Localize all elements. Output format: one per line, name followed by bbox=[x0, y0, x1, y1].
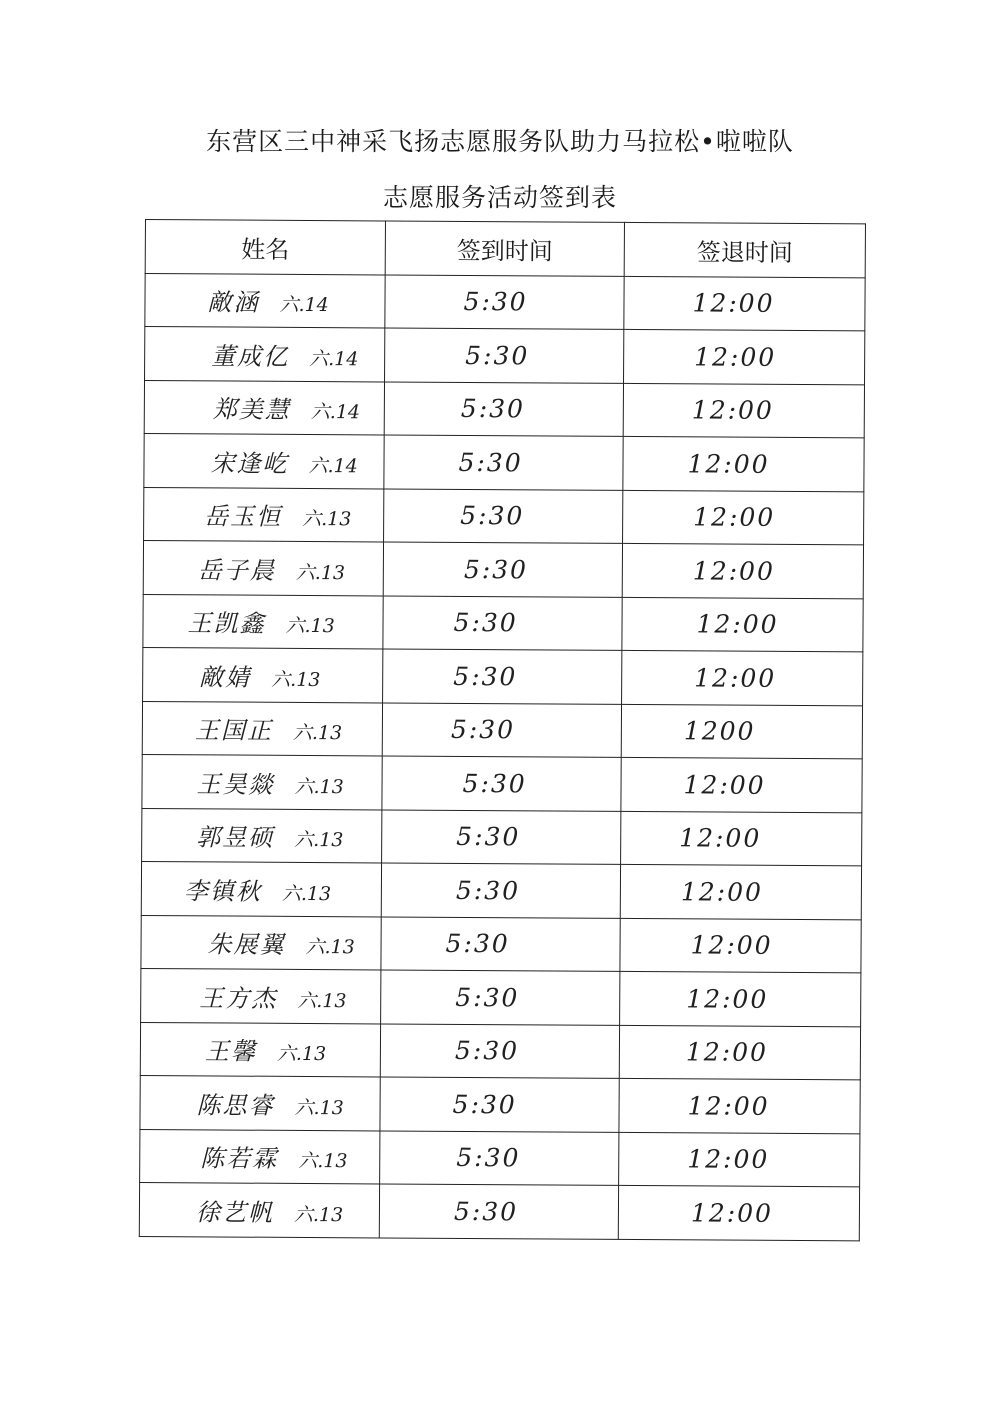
class-label: 六.13 bbox=[305, 936, 355, 959]
sign-in-time: 5:30 bbox=[458, 447, 523, 478]
handwritten-name: 董成亿 bbox=[211, 342, 290, 371]
sign-in-time: 5:30 bbox=[453, 608, 518, 638]
sign-in-time: 5:30 bbox=[462, 768, 527, 799]
class-label: 六.14 bbox=[308, 454, 358, 478]
table-row bbox=[141, 861, 861, 919]
name-cell bbox=[143, 540, 383, 595]
handwritten-name: 徐艺帆 bbox=[195, 1198, 275, 1227]
sign-out-time: 12:00 bbox=[690, 1198, 774, 1228]
handwritten-name: 陈若霖 bbox=[200, 1144, 279, 1174]
sign-in-time: 5:30 bbox=[445, 929, 510, 959]
sign-in-cell bbox=[384, 435, 623, 490]
table-header-row bbox=[145, 220, 865, 278]
name-cell bbox=[141, 968, 381, 1023]
sign-out-cell bbox=[619, 1078, 860, 1133]
sign-out-cell bbox=[619, 1025, 860, 1080]
table-row bbox=[144, 380, 864, 438]
name-cell bbox=[143, 647, 383, 702]
name-cell bbox=[141, 861, 381, 916]
sign-in-time: 5:30 bbox=[453, 1196, 519, 1227]
handwritten-name: 岳玉恒 bbox=[204, 502, 283, 532]
name-cell bbox=[139, 1182, 379, 1237]
sign-out-time: 12:00 bbox=[692, 556, 775, 586]
sign-out-time: 12:00 bbox=[687, 1144, 770, 1175]
name-cell bbox=[142, 701, 382, 756]
sign-out-cell bbox=[621, 704, 862, 759]
sign-out-cell bbox=[622, 597, 863, 652]
sign-out-cell bbox=[624, 276, 865, 331]
class-label: 六.13 bbox=[285, 615, 335, 638]
handwritten-name: 王方杰 bbox=[199, 984, 278, 1013]
sign-in-cell bbox=[382, 702, 621, 757]
handwritten-name: 敵婧 bbox=[199, 663, 252, 692]
sign-out-time: 1200 bbox=[683, 716, 756, 746]
handwritten-name: 陈思睿 bbox=[196, 1091, 275, 1120]
handwritten-name: 王凯鑫 bbox=[187, 609, 266, 638]
sign-in-cell bbox=[384, 488, 623, 543]
sign-in-cell bbox=[379, 1184, 618, 1239]
sign-in-cell bbox=[385, 274, 624, 329]
sign-out-cell bbox=[620, 918, 861, 973]
class-label: 六.13 bbox=[297, 989, 347, 1012]
handwritten-name: 郭昱硕 bbox=[196, 823, 275, 853]
sign-in-time: 5:30 bbox=[456, 822, 521, 852]
sign-in-cell bbox=[382, 809, 621, 864]
sign-out-time: 12:00 bbox=[693, 502, 776, 533]
class-label: 六.13 bbox=[298, 1150, 348, 1173]
class-label: 六.13 bbox=[294, 775, 344, 798]
sign-in-time: 5:30 bbox=[455, 875, 521, 906]
sign-out-cell bbox=[618, 1185, 859, 1240]
class-label: 六.14 bbox=[310, 401, 361, 424]
sign-out-cell bbox=[620, 864, 861, 919]
sign-in-cell bbox=[380, 1077, 619, 1132]
sign-out-time: 12:00 bbox=[679, 823, 762, 854]
class-label: 六.13 bbox=[294, 829, 344, 852]
name-cell bbox=[140, 1129, 380, 1184]
table-row bbox=[143, 647, 863, 705]
handwritten-name: 郑美慧 bbox=[212, 395, 291, 425]
handwritten-name: 王馨 bbox=[204, 1037, 257, 1066]
table-row bbox=[144, 487, 864, 545]
name-cell bbox=[144, 487, 384, 542]
name-cell bbox=[141, 915, 381, 970]
header-sign-out-time: 签退时间 bbox=[624, 222, 865, 277]
sign-out-time: 12:00 bbox=[687, 1091, 770, 1121]
sign-out-time: 12:00 bbox=[683, 770, 766, 800]
sign-out-cell bbox=[620, 971, 861, 1026]
header-sign-in-time: 签到时间 bbox=[385, 221, 624, 276]
sign-out-cell bbox=[621, 811, 862, 866]
sign-out-time: 12:00 bbox=[685, 1037, 769, 1068]
sign-in-cell bbox=[384, 381, 623, 436]
table-row bbox=[139, 1182, 859, 1240]
class-label: 六.13 bbox=[276, 1043, 327, 1066]
sign-in-cell bbox=[383, 649, 622, 704]
sign-in-time: 5:30 bbox=[460, 501, 525, 531]
table-row bbox=[142, 754, 862, 812]
sign-out-time: 12:00 bbox=[691, 395, 774, 426]
document-title: 东营区三中神采飞扬志愿服务队助力马拉松•啦啦队 bbox=[206, 127, 794, 156]
name-cell bbox=[142, 754, 382, 809]
sign-in-time: 5:30 bbox=[453, 661, 518, 692]
table-row bbox=[142, 808, 862, 866]
table-row bbox=[145, 327, 865, 385]
sign-in-time: 5:30 bbox=[463, 554, 529, 585]
name-cell bbox=[140, 1075, 380, 1130]
sign-out-cell bbox=[623, 436, 864, 491]
table-row bbox=[141, 968, 861, 1026]
sign-in-time: 5:30 bbox=[465, 340, 530, 371]
sign-in-table bbox=[139, 219, 866, 1241]
handwritten-name: 岳子晨 bbox=[197, 556, 276, 585]
sign-in-cell bbox=[380, 1130, 619, 1185]
class-label: 六.13 bbox=[293, 1203, 344, 1226]
name-cell bbox=[145, 273, 385, 328]
name-cell bbox=[143, 594, 383, 649]
class-label: 六.13 bbox=[281, 882, 332, 905]
sign-in-time: 5:30 bbox=[455, 982, 520, 1013]
sign-in-time: 5:30 bbox=[452, 1089, 517, 1120]
class-label: 六.14 bbox=[279, 294, 329, 317]
sign-out-time: 12:00 bbox=[686, 984, 769, 1014]
sign-out-time: 12:00 bbox=[696, 609, 779, 640]
handwritten-name: 宋逢屹 bbox=[210, 449, 289, 478]
table-row bbox=[143, 540, 863, 598]
sign-in-cell bbox=[380, 1023, 619, 1078]
sign-out-cell bbox=[624, 329, 865, 384]
sign-in-cell bbox=[381, 863, 620, 918]
name-cell bbox=[144, 380, 384, 435]
sign-out-cell bbox=[623, 490, 864, 545]
handwritten-name: 朱展翼 bbox=[207, 930, 286, 960]
sign-out-cell bbox=[622, 650, 863, 705]
table-row bbox=[145, 273, 865, 331]
sign-in-cell bbox=[381, 970, 620, 1025]
sign-in-cell bbox=[383, 595, 622, 650]
sign-in-time: 5:30 bbox=[454, 1036, 520, 1066]
table-row bbox=[140, 1022, 860, 1080]
sign-in-cell bbox=[383, 542, 622, 597]
class-label: 六.13 bbox=[292, 722, 343, 745]
class-label: 六.13 bbox=[295, 561, 346, 584]
sign-out-cell bbox=[621, 757, 862, 812]
sign-in-time: 5:30 bbox=[463, 287, 528, 317]
handwritten-name: 王昊燚 bbox=[196, 770, 275, 799]
sign-in-cell bbox=[382, 756, 621, 811]
sign-out-time: 12:00 bbox=[687, 449, 770, 479]
sign-in-cell bbox=[385, 328, 624, 383]
handwritten-name: 敵涵 bbox=[207, 288, 260, 317]
sign-out-time: 12:00 bbox=[690, 930, 773, 961]
handwritten-name: 王国正 bbox=[194, 716, 273, 746]
document-subtitle: 志愿服务活动签到表 bbox=[382, 183, 617, 212]
handwritten-name: 李镇秋 bbox=[183, 877, 262, 906]
sign-out-time: 12:00 bbox=[692, 288, 775, 319]
table-row bbox=[143, 594, 863, 652]
name-cell bbox=[142, 808, 382, 863]
class-label: 六.13 bbox=[294, 1096, 344, 1119]
name-cell bbox=[144, 433, 384, 488]
class-label: 六.14 bbox=[309, 347, 359, 371]
sign-in-time: 5:30 bbox=[450, 715, 516, 745]
sign-in-time: 5:30 bbox=[456, 1143, 521, 1173]
table-row bbox=[140, 1129, 860, 1187]
sign-out-time: 12:00 bbox=[694, 663, 777, 693]
name-cell bbox=[140, 1022, 380, 1077]
table-body bbox=[139, 273, 865, 1240]
class-label: 六.13 bbox=[271, 668, 321, 691]
table-row bbox=[144, 433, 864, 491]
sign-in-time: 5:30 bbox=[460, 394, 526, 424]
table-row bbox=[141, 915, 861, 973]
sign-out-cell bbox=[622, 543, 863, 598]
table-row bbox=[140, 1075, 860, 1133]
sign-out-cell bbox=[623, 383, 864, 438]
class-label: 六.13 bbox=[302, 508, 352, 531]
sign-out-time: 12:00 bbox=[694, 342, 777, 372]
sign-out-cell bbox=[619, 1132, 860, 1187]
name-cell bbox=[145, 327, 385, 382]
header-name: 姓名 bbox=[145, 220, 385, 275]
sign-in-cell bbox=[381, 916, 620, 971]
sign-out-time: 12:00 bbox=[680, 877, 764, 907]
table-row bbox=[142, 701, 862, 759]
